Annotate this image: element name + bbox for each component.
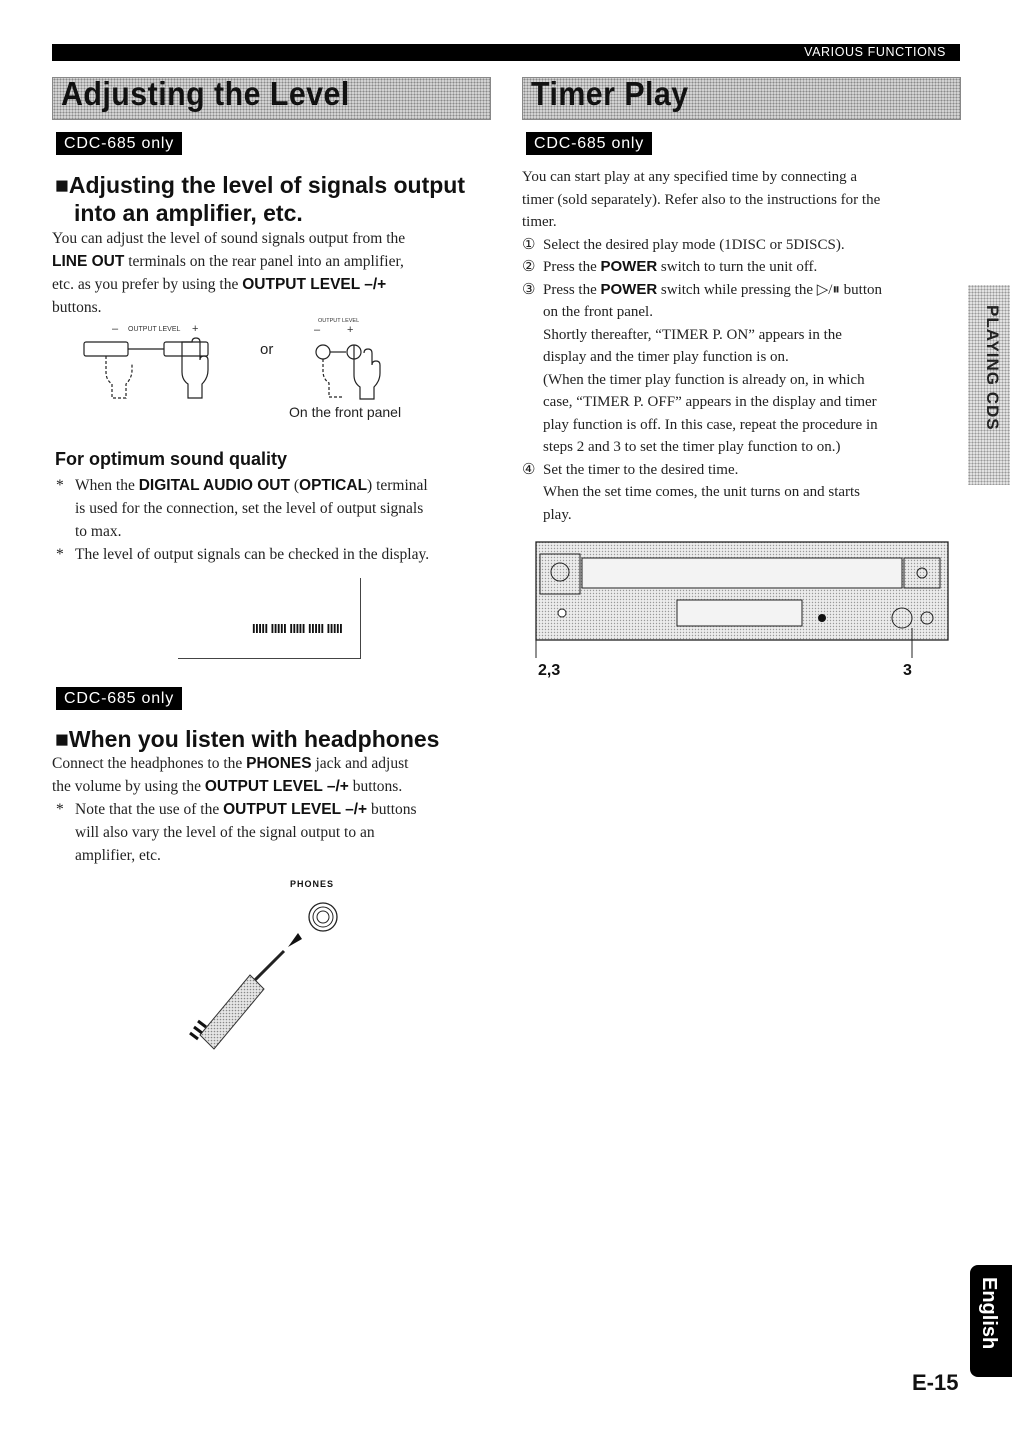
- quality-note-2: * The level of output signals can be checked in the display.: [56, 546, 430, 563]
- cd-player-front-panel: [532, 538, 952, 658]
- amp-paragraph: [52, 227, 492, 319]
- amp-line-1: You can adjust the level of sound signals output from the: [52, 230, 406, 247]
- english-tab: English: [970, 1265, 1012, 1377]
- amp-line-2: LINE OUT terminals on the rear panel into an amplifier,: [52, 253, 404, 270]
- hp-line-2: the volume by using the OUTPUT LEVEL –/+ buttons.: [52, 778, 403, 795]
- model-badge-timer: CDC-685 only: [526, 132, 652, 155]
- quality-notes: [52, 474, 492, 566]
- quality-heading: For optimum sound quality: [55, 449, 287, 469]
- callout-left: 2,3: [538, 662, 561, 679]
- step-3: ③ Press the POWER switch while pressing the ▷/⏸ button on the front panel. Shortly thereafter, “TIMER P. ON” appears in the display and the timer play function is on. (When the timer play function is already on, in which case, “TIMER P. OFF” appears in the display and timer play function is off. In this case, repeat the procedure in steps 2 and 3 to set the timer play function to on.): [522, 280, 883, 455]
- model-badge: CDC-685 only: [56, 132, 182, 155]
- quality-note-1: * When the DIGITAL AUDIO OUT (OPTICAL) terminal is used for the connection, set the level of output signals to max.: [56, 477, 428, 540]
- output-level-figure: – OUTPUT LEVEL + or OUTPUT LEVEL – + On the front panel: [70, 318, 430, 423]
- adjusting-level-banner: [52, 77, 491, 120]
- amp-line-3: etc. as you prefer by using the OUTPUT LEVEL –/+: [52, 276, 387, 293]
- timer-intro-2: timer (sold separately). Refer also to the instructions for the: [522, 191, 881, 208]
- figure-caption: On the front panel: [289, 404, 402, 420]
- model-badge-2: CDC-685 only: [56, 687, 182, 710]
- headphones-note: * Note that the use of the OUTPUT LEVEL –/+ buttons will also vary the level of the signal output to an amplifier, etc.: [56, 801, 417, 864]
- section-heading-amp-line1: ■Adjusting the level of signals output: [55, 172, 466, 198]
- section-header-bar: [52, 44, 960, 61]
- adjusting-level-title: Adjusting the Level: [61, 75, 350, 112]
- timer-intro-1: You can start play at any specified time by connecting a: [522, 169, 858, 185]
- display-indicator: [178, 578, 361, 659]
- section-title: VARIOUS FUNCTIONS: [804, 45, 946, 59]
- hp-line-1: Connect the headphones to the PHONES jack and adjust: [52, 755, 409, 772]
- step-2: ② Press the POWER switch to turn the unit off.: [522, 258, 818, 275]
- amp-line-4: buttons.: [52, 299, 102, 316]
- headphone-plug-illustration: [180, 895, 360, 1055]
- timer-intro-3: timer.: [522, 214, 557, 230]
- page-number: E-15: [912, 1370, 959, 1395]
- timer-instructions: [522, 166, 962, 526]
- phones-label: PHONES: [290, 879, 335, 889]
- step-4: ④ Set the timer to the desired time. When the set time comes, the unit turns on and starts play.: [522, 461, 861, 523]
- timer-play-title: Timer Play: [531, 75, 689, 112]
- headphones-paragraph: [52, 752, 492, 867]
- callout-right: 3: [903, 662, 912, 679]
- or-label: or: [260, 341, 274, 358]
- step-1: ① Select the desired play mode (1DISC or 5DISCS).: [522, 236, 845, 253]
- playing-cds-side-tab: PLAYING CDS: [968, 285, 1010, 485]
- section-heading-amp-line2: into an amplifier, etc.: [74, 200, 303, 226]
- section-heading-headphones: ■When you listen with headphones: [55, 726, 440, 752]
- timer-play-banner: [522, 77, 961, 120]
- level-bars: IIIII IIIII IIIII IIIII IIIII: [252, 621, 343, 636]
